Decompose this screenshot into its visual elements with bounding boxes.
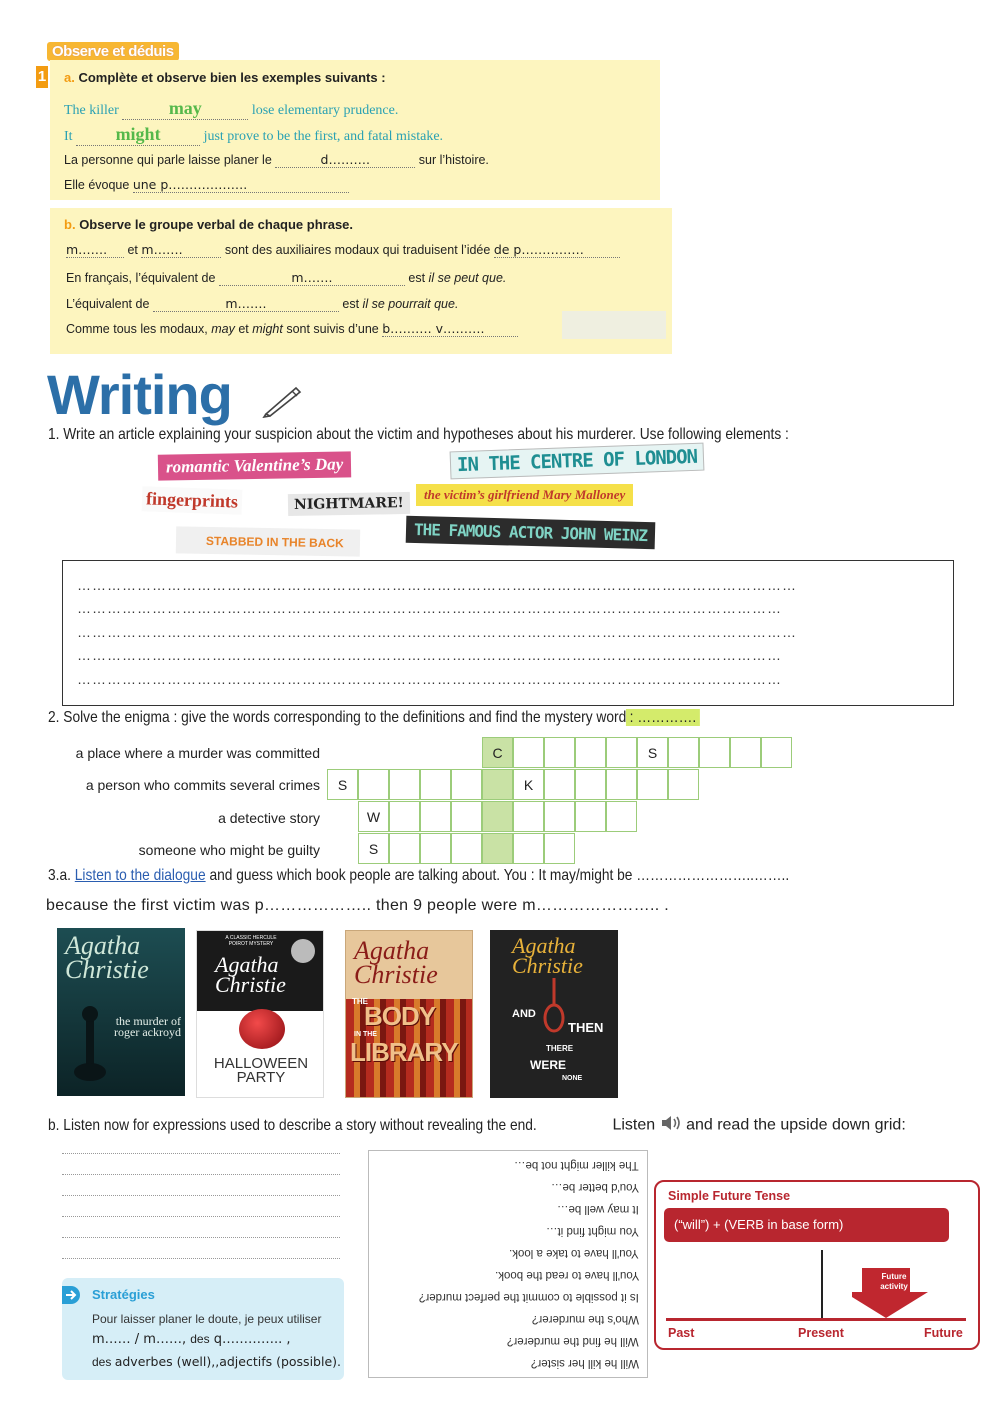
tag-london: IN THE CENTRE OF LONDON <box>450 443 705 480</box>
book-3-title-body: BODY <box>364 1001 436 1031</box>
ex3-post: sur l’histoire. <box>418 153 489 167</box>
b1-mid: sont des auxiliaires modaux qui traduisent l’idée <box>224 243 491 257</box>
ud-line-1: The killer might not be… <box>514 1159 639 1171</box>
label-past: Past <box>668 1326 695 1340</box>
book-4-none: NONE <box>562 1075 583 1082</box>
label-present: Present <box>798 1326 844 1340</box>
observe-tag: Observe et déduis <box>47 42 179 61</box>
grid-cell[interactable] <box>668 769 699 800</box>
book-2-title: HALLOWEEN PARTY <box>213 1055 309 1086</box>
grid-cell[interactable] <box>358 769 389 800</box>
b4-blank[interactable] <box>382 321 518 337</box>
grid-cell[interactable] <box>420 769 451 800</box>
b1-answer-a: m……. <box>66 242 108 257</box>
grid-cell-letter[interactable]: S <box>637 737 668 768</box>
book-2-author: Agatha Christie <box>215 952 286 997</box>
book-and-then-there-were-none[interactable] <box>490 930 618 1098</box>
book-3-title-library: LIBRARY <box>350 1037 458 1067</box>
b1-blank-b[interactable] <box>141 242 221 258</box>
tag-fingerprints: fingerprints <box>142 486 243 514</box>
future-title: Simple Future Tense <box>668 1189 791 1203</box>
strategies-title: Stratégies <box>92 1287 155 1302</box>
speaker-icon[interactable] <box>660 1114 682 1137</box>
note-line-6[interactable] <box>62 1258 340 1259</box>
noose-icon <box>540 978 568 1038</box>
grid-cell[interactable] <box>761 737 792 768</box>
q3b-end: and read the upside down grid: <box>686 1116 906 1134</box>
apple-icon <box>239 1009 285 1049</box>
strategies-line-2 <box>92 1332 291 1347</box>
grid-cell[interactable] <box>389 769 420 800</box>
note-line-2[interactable] <box>62 1174 340 1175</box>
writing-line-1[interactable]: ……………………………………………………………………………………………………………………………… <box>77 577 797 593</box>
b1-answer-b: m……. <box>141 242 183 257</box>
writing-line-5[interactable]: …………………………………………………………………………………………………………………………… <box>77 671 782 687</box>
b1-blank-c[interactable] <box>494 242 620 258</box>
b2-blank[interactable] <box>219 270 405 286</box>
question-2-text: 2. Solve the enigma : give the words corresponding to the definitions and find the mystery word <box>48 709 627 726</box>
question-3a-line2: because the first victim was p……………….. then 9 people were m………………….. . <box>46 897 669 914</box>
future-formula: (“will”) + (VERB in base form) <box>664 1208 949 1242</box>
question-3a <box>48 867 789 885</box>
tag-stabbed: STABBED IN THE BACK <box>176 526 360 556</box>
exercise-a-box <box>50 60 660 200</box>
a-letter: a. <box>64 70 75 85</box>
strategies-line-1: Pour laisser planer le doute, je peux utiliser <box>92 1312 322 1326</box>
grid-cell[interactable] <box>730 737 761 768</box>
moon-icon <box>291 939 315 963</box>
grid-cell[interactable] <box>420 833 451 864</box>
grid-cell[interactable] <box>420 801 451 832</box>
q3b-listen: Listen <box>612 1116 656 1134</box>
grid-cell[interactable] <box>699 737 730 768</box>
b-letter: b. <box>64 217 76 232</box>
clue-4: someone who might be guilty <box>138 842 320 858</box>
ud-line-6: You'll have to read the book. <box>494 1269 639 1281</box>
ex3-blank[interactable] <box>275 152 415 168</box>
writing-answer-box[interactable] <box>62 560 954 706</box>
ex3-pre: La personne qui parle laisse planer le <box>64 153 272 167</box>
book-4-and: AND <box>512 1008 536 1020</box>
exercise-b-header <box>64 217 353 232</box>
ex2-answer: might <box>115 124 161 144</box>
book-1-title: the murder of roger ackroyd <box>114 1014 181 1039</box>
ex4-blank[interactable] <box>133 177 349 193</box>
b2-pre: En français, l’équivalent de <box>66 271 216 285</box>
a-title: Complète et observe bien les exemples suivants : <box>78 70 386 85</box>
future-activity-label: Future activity <box>880 1272 908 1291</box>
book-3-the: THE <box>352 997 368 1006</box>
strategies-line-3 <box>92 1354 341 1369</box>
b-line-2 <box>66 270 506 286</box>
tag-valentine: romantic Valentine’s Day <box>158 451 352 480</box>
b4-may: may <box>211 322 235 336</box>
grid-cell[interactable] <box>575 801 606 832</box>
note-line-5[interactable] <box>62 1237 340 1238</box>
ex1-answer: may <box>168 98 202 118</box>
example-2 <box>64 124 443 146</box>
b-line-3 <box>66 296 458 312</box>
question-2 <box>48 709 700 727</box>
tag-actor: THE FAMOUS ACTOR JOHN WEINZ <box>406 516 656 550</box>
book-3-author: Agatha Christie <box>354 936 438 989</box>
exercise-number: 1 <box>36 66 48 88</box>
note-line-4[interactable] <box>62 1216 340 1217</box>
note-line-1[interactable] <box>62 1153 340 1154</box>
gray-patch <box>562 311 666 339</box>
ud-line-3: It may well be… <box>557 1203 639 1215</box>
ex1-blank[interactable] <box>122 98 248 120</box>
book-4-author: Agatha Christie <box>512 933 583 978</box>
b3-pre: L’équivalent de <box>66 297 150 311</box>
grid-cell[interactable] <box>637 769 668 800</box>
grid-cell[interactable] <box>451 801 482 832</box>
grid-cell-letter[interactable]: K <box>513 769 544 800</box>
question-1: 1. Write an article explaining your suspicion about the victim and hypotheses about his murderer. Use following elements : <box>48 426 789 443</box>
grid-cell[interactable] <box>451 833 482 864</box>
grid-cell[interactable] <box>482 769 513 800</box>
grid-cell[interactable] <box>606 769 637 800</box>
example-4 <box>64 177 349 193</box>
book-halloween-party[interactable] <box>196 930 324 1098</box>
b2-italic: il se peut que. <box>428 271 507 285</box>
grid-cell[interactable] <box>606 801 637 832</box>
grid-cell[interactable] <box>668 737 699 768</box>
q3-prefix: 3.a. <box>48 867 71 884</box>
b-title: Observe le groupe verbal de chaque phrase. <box>79 217 354 232</box>
strategies-modals: m…… / m……, <box>92 1332 187 1347</box>
book-4-were: WERE <box>530 1058 566 1072</box>
book-2-badge: A CLASSIC HERCULE POIROT MYSTERY <box>225 935 277 947</box>
b-line-1 <box>66 242 620 258</box>
grid-cell-letter[interactable]: S <box>358 833 389 864</box>
grid-cell[interactable] <box>451 769 482 800</box>
ex1-pre: The killer <box>64 103 119 118</box>
ex2-post: just prove to be the first, and fatal mistake. <box>203 129 444 144</box>
dialogue-link[interactable]: Listen to the dialogue <box>74 867 206 884</box>
b-line-4 <box>66 321 518 337</box>
b3-italic: il se pourrait que. <box>362 297 459 311</box>
question-3b <box>48 1114 906 1137</box>
ex4-answer: une p………………. <box>132 177 248 192</box>
b4-pre: Comme tous les modaux, <box>66 322 208 336</box>
b2-answer: m……. <box>291 270 333 285</box>
b2-mid: est <box>408 271 426 285</box>
grid-cell[interactable] <box>544 737 575 768</box>
note-line-3[interactable] <box>62 1195 340 1196</box>
example-1 <box>64 98 398 120</box>
ud-line-5: You'll have to take a look. <box>509 1247 639 1259</box>
grid-cell-letter[interactable]: C <box>482 737 513 768</box>
example-3 <box>64 152 489 168</box>
clue-2: a person who commits several crimes <box>85 777 320 793</box>
clue-3: a detective story <box>218 810 320 826</box>
ud-line-2: You'd better be… <box>550 1181 639 1193</box>
book-roger-ackroyd[interactable] <box>57 928 185 1096</box>
b3-mid: est <box>342 297 360 311</box>
grid-cell[interactable] <box>482 801 513 832</box>
book-1-author: Agatha Christie <box>65 931 149 984</box>
ex2-pre: It <box>64 129 73 144</box>
b1-et: et <box>127 243 138 257</box>
b4-mid: sont suivis d’une <box>286 322 379 336</box>
book-body-in-library[interactable] <box>345 930 473 1098</box>
grid-cell[interactable] <box>513 833 544 864</box>
ud-line-4: You might find it… <box>546 1225 639 1237</box>
grid-cell[interactable] <box>482 833 513 864</box>
book-4-there: THERE <box>546 1044 574 1053</box>
mystery-word-blank[interactable]: : …………. <box>626 709 699 726</box>
clue-1: a place where a murder was committed <box>75 745 320 761</box>
tag-nightmare: NIGHTMARE! <box>288 492 410 516</box>
writing-title: Writing <box>47 363 232 426</box>
ud-line-9: Will he find the murderer? <box>507 1335 639 1347</box>
strategies-q: q………….. , <box>213 1332 291 1347</box>
writing-line-2[interactable]: …………………………………………………………………………………………………………………………… <box>77 600 782 616</box>
grid-cell[interactable] <box>389 833 420 864</box>
grid-cell-letter[interactable]: W <box>358 801 389 832</box>
ud-line-10: Will he kill her sister? <box>531 1357 639 1369</box>
grid-cell[interactable] <box>513 737 544 768</box>
q3-rest: and guess which book people are talking about. You : It may/might be ……………………..…….. <box>209 867 790 884</box>
ud-line-7: Is it possible to commit the perfect murder? <box>419 1291 639 1303</box>
label-future: Future <box>924 1326 963 1340</box>
strategies-des-1: des <box>190 1332 210 1346</box>
arrow-icon <box>62 1286 80 1304</box>
grid-cell[interactable] <box>544 769 575 800</box>
telephone-icon <box>73 1004 107 1084</box>
b1-answer-c: de p…………… <box>493 242 584 257</box>
book-3-in: IN THE <box>354 1031 377 1038</box>
grid-cell[interactable] <box>513 801 544 832</box>
writing-line-3[interactable]: ……………………………………………………………………………………………………………………………… <box>77 624 797 640</box>
strategies-adverbs: adverbes (well),,adjectifs (possible). <box>114 1354 341 1369</box>
grid-cell-letter[interactable]: S <box>327 769 358 800</box>
b3-blank[interactable] <box>153 296 339 312</box>
ex4-pre: Elle évoque <box>64 178 130 192</box>
grid-cell[interactable] <box>544 833 575 864</box>
b4-answer: b………. v………. <box>382 321 485 336</box>
exercise-a-header <box>64 70 386 85</box>
b4-and: et <box>238 322 249 336</box>
b4-might: might <box>252 322 283 336</box>
tag-girlfriend: the victim’s girlfriend Mary Malloney <box>416 484 633 506</box>
ex3-answer: d………. <box>320 152 370 167</box>
ex2-blank[interactable] <box>76 124 200 146</box>
ud-line-8: Who's the murderer? <box>531 1313 639 1325</box>
simple-future-box <box>654 1180 980 1350</box>
book-4-then: THEN <box>568 1020 604 1035</box>
ex1-post: lose elementary prudence. <box>251 103 399 118</box>
q3b-text: b. Listen now for expressions used to describe a story without revealing the end. <box>48 1116 537 1134</box>
grid-cell[interactable] <box>389 801 420 832</box>
grid-cell[interactable] <box>544 801 575 832</box>
writing-line-4[interactable]: …………………………………………………………………………………………………………………………… <box>77 647 782 663</box>
b1-blank-a[interactable] <box>66 242 124 258</box>
pen-icon <box>262 382 304 423</box>
grid-cell[interactable] <box>575 769 606 800</box>
timeline <box>666 1318 966 1321</box>
b3-answer: m……. <box>225 296 267 311</box>
strategies-box <box>62 1278 344 1380</box>
strategies-des-2: des <box>92 1355 112 1369</box>
grid-cell[interactable] <box>606 737 637 768</box>
present-marker <box>821 1250 823 1318</box>
grid-cell[interactable] <box>575 737 606 768</box>
upside-down-grid <box>368 1150 648 1378</box>
